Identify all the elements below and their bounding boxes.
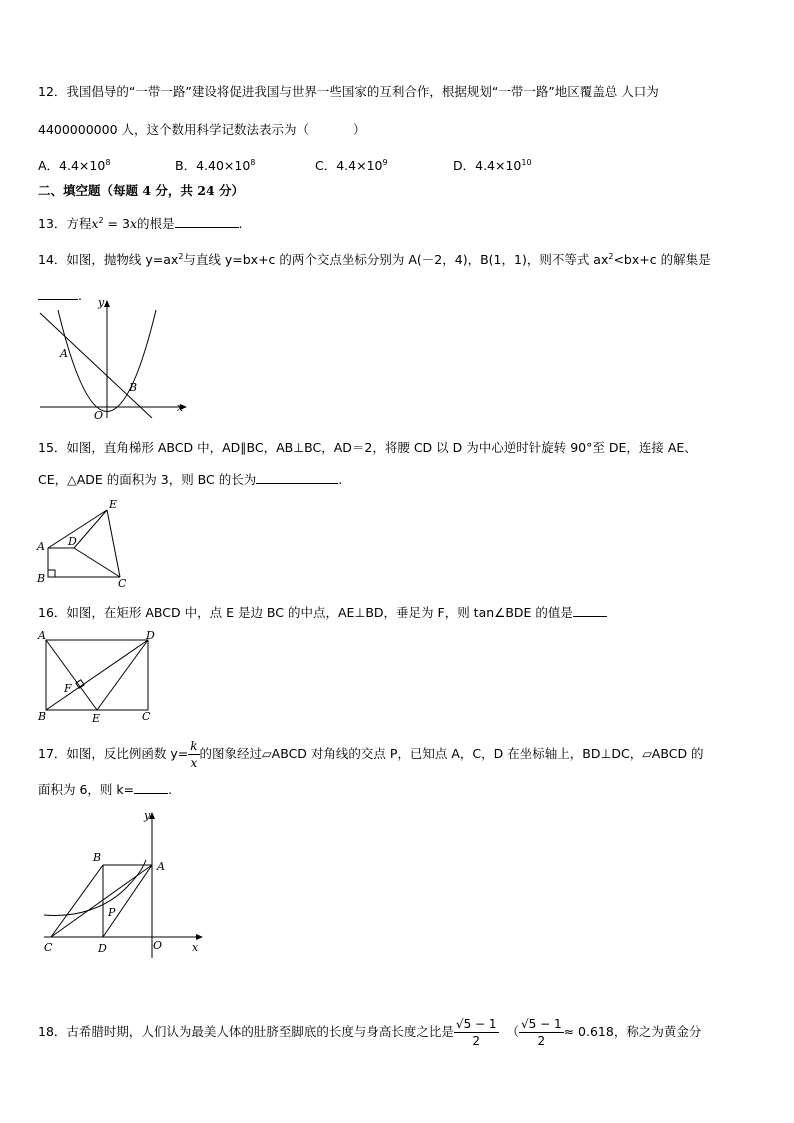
q17-label-p: P [108,906,116,919]
q18-fraction-1: $\frac{√5 - 1}{2}$ [455,1017,497,1048]
q16-figure [34,630,164,725]
q14-figure [30,298,200,423]
q17-line2: 面积为 6，则 k= . [38,782,173,797]
q15-figure [34,498,134,593]
q17-label-d: D [98,942,107,955]
q15-line1: 15．如图，直角梯形 ABCD 中，AD∥BC，AB⊥BC，AD＝2，将腰 CD 以 D 为中心逆时针旋转 90°至 DE，连接 AE、 [38,440,697,455]
q12-option-c: C．$4.4\times 10^9$ [315,157,388,173]
q14-line2: . [38,286,82,303]
q12-option-b: B．$4.40\times 10^8$ [175,157,256,173]
q14-line1: 14．如图，抛物线 $y=ax^2$与直线 y=bx+c 的两个交点坐标分别为 A(－2，4)，B(1，1)，则不等式 $ax^2<bx+c$ 的解集是 [38,251,711,267]
q18-fraction-2: $\frac{√5 - 1}{2}$ [521,1017,562,1048]
q17-figure [36,808,211,963]
q17-label-a: A [157,860,165,873]
q14-label-a: A [60,347,68,360]
q17-label-b: B [93,851,102,864]
q14-label-y: y [98,296,105,309]
q16-label-c: C [142,710,151,723]
q15-answer-blank[interactable] [256,470,338,484]
q16-label-e: E [92,712,101,725]
q16-label-f: F [64,682,72,695]
q15-label-e: E [109,498,118,511]
q13-text: 13．方程$x^2 = 3x$的根是 . [38,215,243,231]
q17-line1: 17．如图，反比例函数 y= $\frac{k}{x}$ 的图象经过▱ABCD 对角线的交点 P，已知点 A，C，D 在坐标轴上，BD⊥DC，▱ABCD 的 [38,739,704,770]
q18-text: 18．古希腊时期，人们认为最美人体的肚脐至脚底的长度与身高长度之比是 $\frac{√5 - 1}{2}$ （ $\frac{√5 - 1}{2}$ ≈ 0.618，称之为黄金分 [38,1017,702,1048]
q16-label-b: B [38,710,47,723]
q15-label-d: D [68,535,77,548]
q15-label-c: C [118,577,127,590]
q17-label-y: y [144,809,151,822]
q12-option-a: A．$4.4\times 10^8$ [38,157,111,173]
q16-label-a: A [38,629,46,642]
q16-label-d: D [146,629,155,642]
q13-answer-blank[interactable] [175,214,239,228]
q17-fraction: $\frac{k}{x}$ [190,739,198,770]
q12-line2: 4400000000 人，这个数用科学记数法表示为（ ） [38,122,366,137]
q16-text: 16．如图，在矩形 ABCD 中，点 E 是边 BC 的中点，AE⊥BD，垂足为 F，则 tan∠BDE 的值是 [38,603,607,621]
q16-answer-blank[interactable] [573,603,607,617]
q17-label-o: O [153,939,163,952]
q14-label-b: B [129,381,138,394]
q17-label-c: C [44,941,53,954]
q17-answer-blank[interactable] [134,780,168,794]
q15-label-a: A [37,540,45,553]
section-heading: 二、填空题（每题 4 分，共 24 分） [38,183,245,198]
q15-label-b: B [37,572,46,585]
q12-option-d: D．$4.4\times 10^{10}$ [453,157,532,173]
q12-line1: 12．我国倡导的“一带一路”建设将促进我国与世界一些国家的互利合作，根据规划“一带一路”地区覆盖总 人口为 [38,84,659,99]
q14-label-x: x [177,401,184,414]
q17-label-x: x [192,941,199,954]
q15-line2: CE，△ADE 的面积为 3，则 BC 的长为 . [38,472,343,487]
q14-label-o: O [94,409,104,422]
